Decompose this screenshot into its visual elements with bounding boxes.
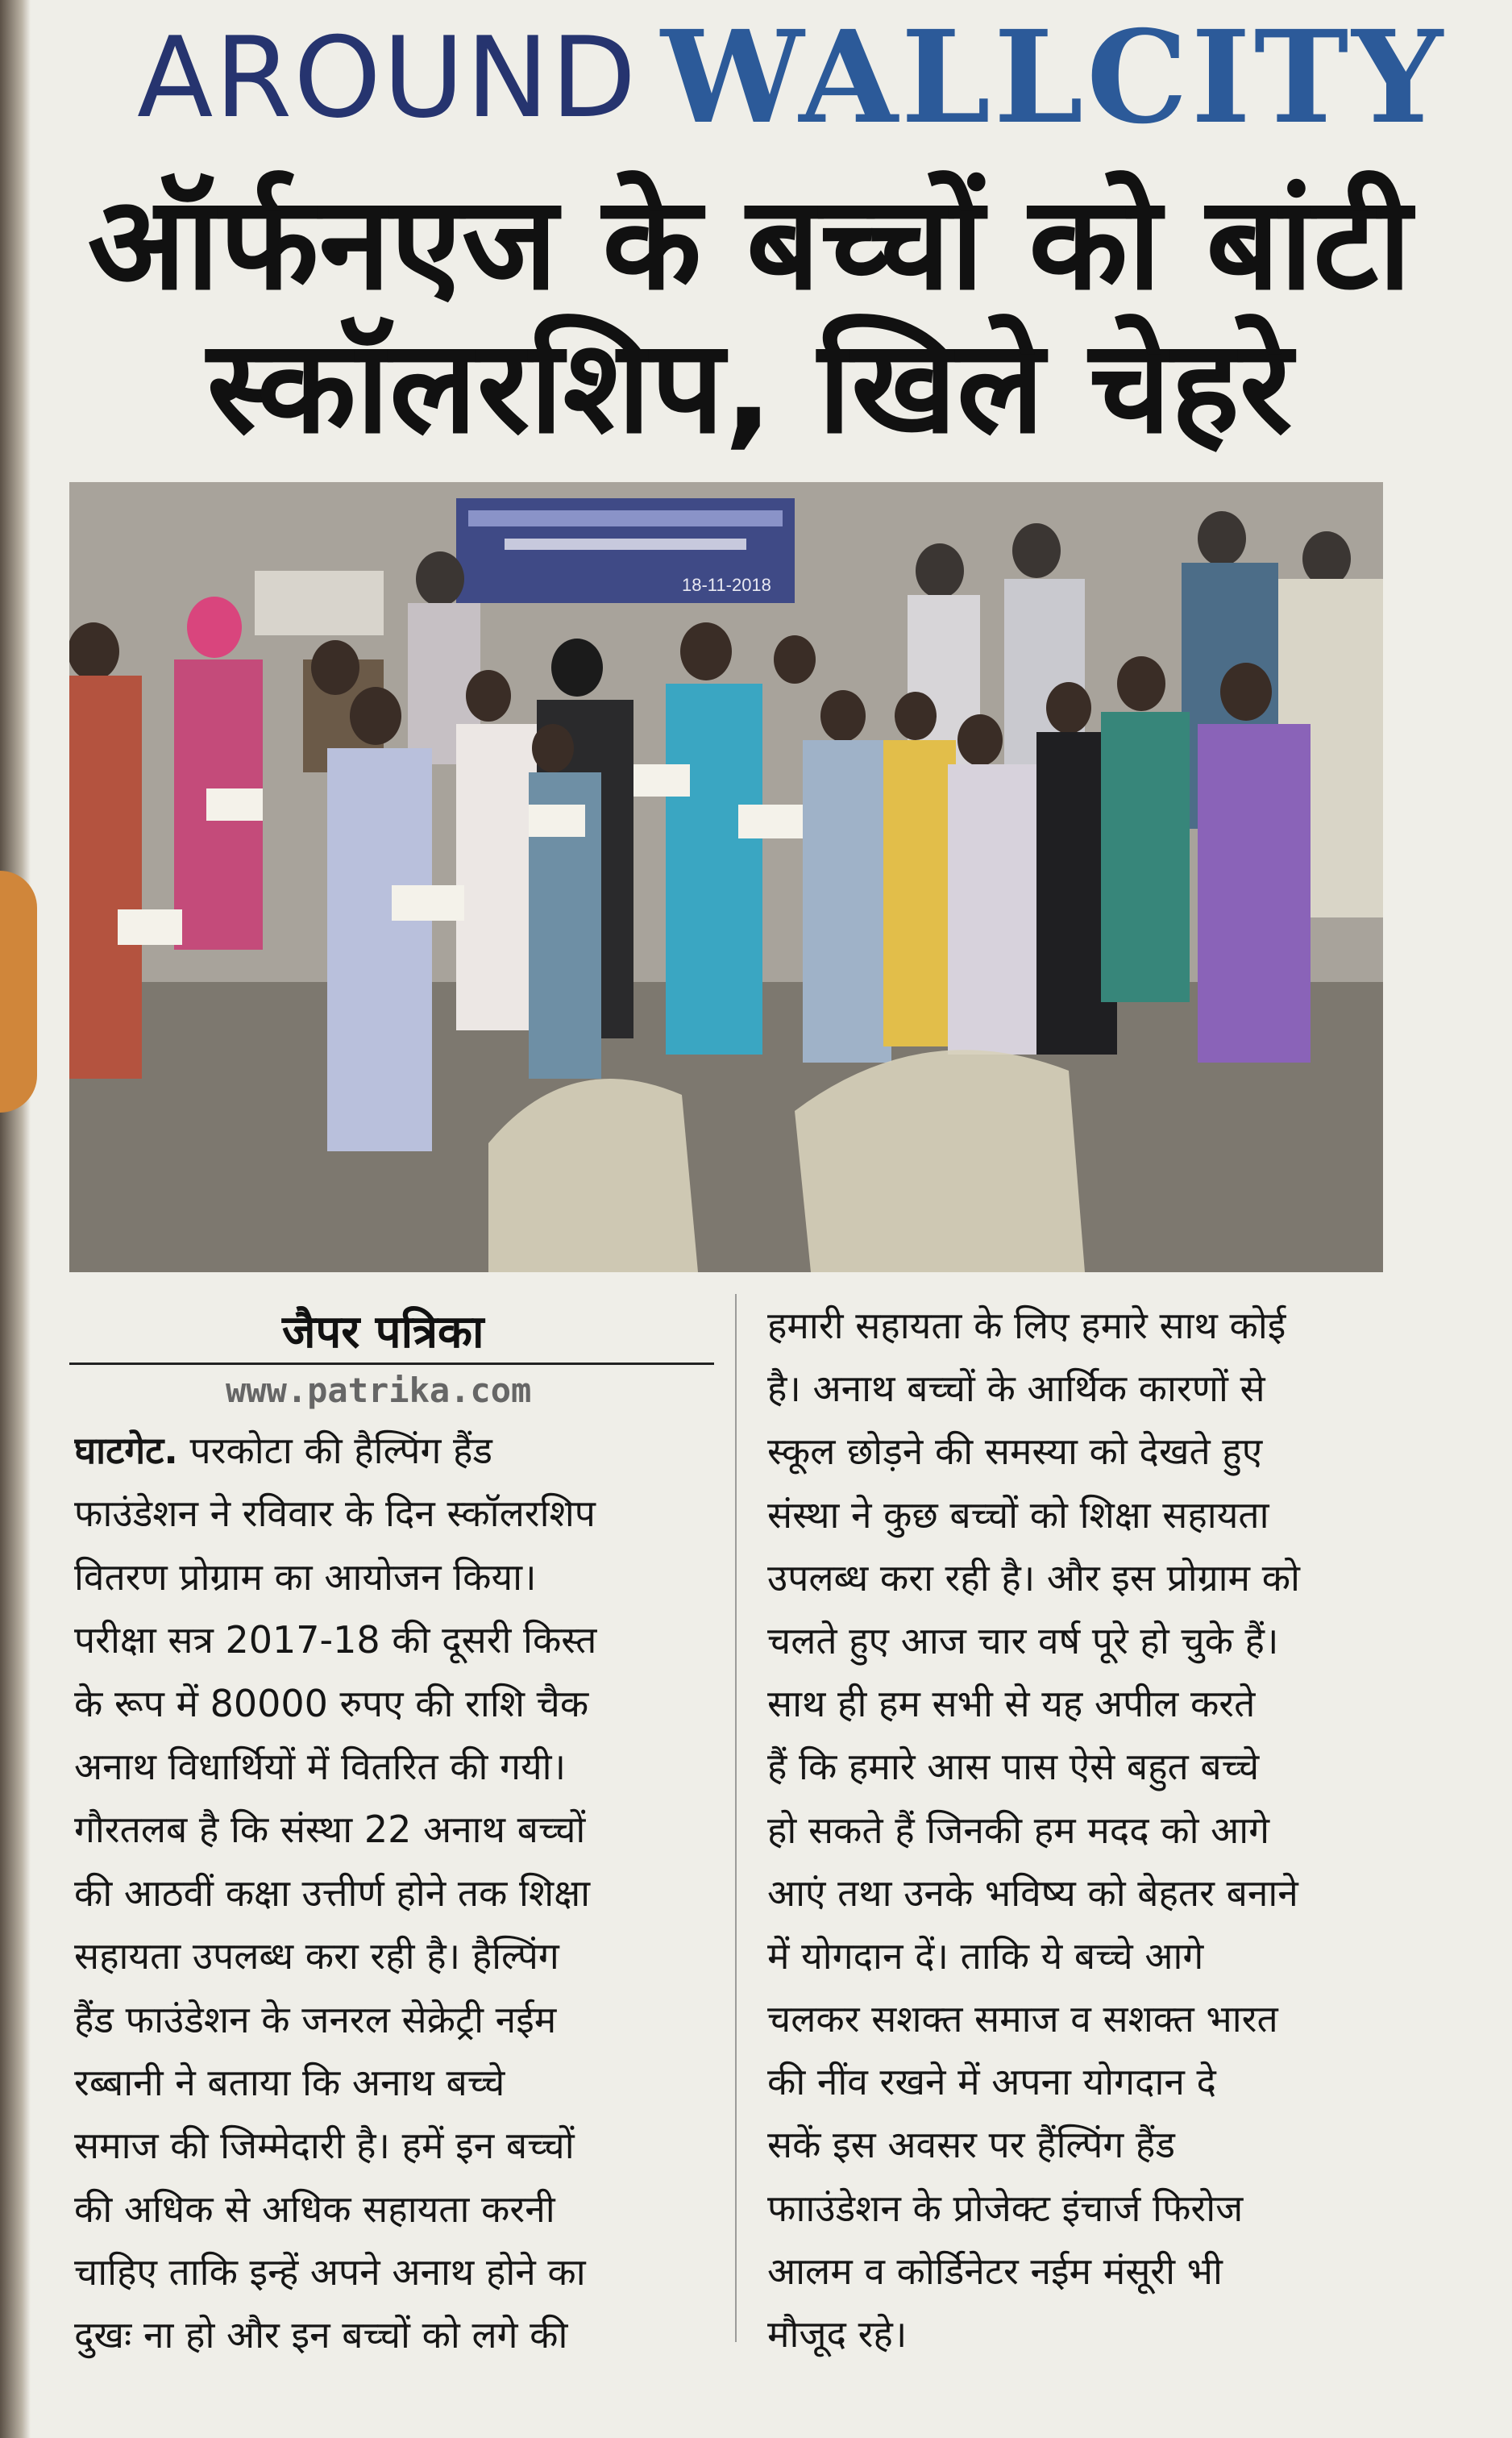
article-line: गौरतलब है कि संस्था 22 अनाथ बच्चों <box>74 1808 586 1852</box>
photo-credit: जैपर पत्रिका <box>282 1306 484 1358</box>
article-line: आएं तथा उनके भविष्य को बेहतर बनाने <box>767 1870 1298 1915</box>
article-line: स्कूल छोड़ने की समस्या को देखते हुए <box>767 1429 1263 1474</box>
article-line: चलकर सशक्त समाज व सशक्त भारत <box>767 1997 1278 2041</box>
article-line: चाहिए ताकि इन्हें अपने अनाथ होने का <box>74 2250 586 2294</box>
article-line: हो सकते हैं जिनकी हम मदद को आगे <box>767 1808 1270 1852</box>
headline-line-2: स्कॉलरशिप, खिले चेहरे <box>206 311 1293 462</box>
article-line: अनाथ विधार्थियों में वितरित की गयी। <box>74 1744 567 1788</box>
article-line: की नींव रखने में अपना योगदान दे <box>767 2060 1216 2104</box>
page-edge-stain <box>0 871 37 1113</box>
photo-illustration <box>69 482 1383 1272</box>
article-line: हमारी सहायता के लिए हमारे साथ कोई <box>767 1304 1286 1347</box>
article-line: दुखः ना हो और इन बच्चों को लगे की <box>74 2313 568 2357</box>
column-divider <box>735 1294 737 2342</box>
article-line: मौजूद रहे। <box>767 2312 908 2356</box>
article-line: है। अनाथ बच्चों के आर्थिक कारणों से <box>767 1367 1265 1411</box>
article-line: समाज की जिम्मेदारी है। हमें इन बच्चों <box>74 2124 575 2168</box>
article-line <box>74 1419 712 1482</box>
article-line: की आठवीं कक्षा उत्तीर्ण होने तक शिक्षा <box>74 1870 591 1915</box>
masthead <box>137 3 1447 152</box>
article-column-right <box>767 1294 1396 2365</box>
banner-date: 18-11-2018 <box>682 575 771 595</box>
article-line: हैं कि हमारे आस पास ऐसे बहुत बच्चे <box>767 1745 1260 1789</box>
article-line: संस्था ने कुछ बच्चों को शिक्षा सहायता <box>767 1492 1269 1537</box>
article-line: चलते हुए आज चार वर्ष पूरे हो चुके हैं। <box>767 1618 1279 1662</box>
article-column-left <box>74 1419 712 2367</box>
article-line: सहायता उपलब्ध करा रही है। हैल्पिंग <box>74 1934 559 1978</box>
article-text: परकोटा की हैल्पिंग हैंड <box>189 1429 492 1472</box>
article-line: साथ ही हम सभी से यह अपील करते <box>767 1682 1256 1726</box>
news-photo <box>69 482 1383 1272</box>
article-line: में योगदान दें। ताकि ये बच्चे आगे <box>767 1933 1204 1978</box>
page-edge <box>0 0 31 2438</box>
next-headline-fragment <box>0 2393 1512 2438</box>
article-line: फाउंडेशन ने रविवार के दिन स्कॉलरशिप <box>74 1492 596 1536</box>
dateline: घाटगेट. <box>74 1429 178 1472</box>
article-line: हैंड फाउंडेशन के जनरल सेक्रेट्री नईम <box>74 1997 557 2041</box>
masthead-around: AROUND <box>137 13 638 143</box>
article-line: रब्बानी ने बताया कि अनाथ बच्चे <box>74 2060 505 2104</box>
masthead-wallcity: WALLCITY <box>661 3 1447 152</box>
article-line: के रूप में 80000 रुपए की राशि चैक <box>74 1681 589 1725</box>
article-line: उपलब्ध करा रही है। और इस प्रोग्राम को <box>767 1555 1300 1600</box>
article-line: आलम व कोर्डिनेटर नईम मंसूरी भी <box>767 2249 1223 2293</box>
article-line: फााउंडेशन के प्रोजेक्ट इंचार्ज फिरोज <box>767 2186 1244 2230</box>
article-line: सकें इस अवसर पर हैंल्पिंग हैंड <box>767 2123 1175 2167</box>
article-line: परीक्षा सत्र 2017-18 की दूसरी किस्त <box>74 1618 597 1662</box>
article-line: की अधिक से अधिक सहायता करनी <box>74 2186 555 2231</box>
credit-divider <box>69 1363 714 1365</box>
headline-line-1: ऑर्फनएज के बच्चों को बांटी <box>87 168 1412 318</box>
website-link[interactable]: www.patrika.com <box>226 1371 532 1410</box>
article-line: वितरण प्रोग्राम का आयोजन किया। <box>74 1554 537 1599</box>
